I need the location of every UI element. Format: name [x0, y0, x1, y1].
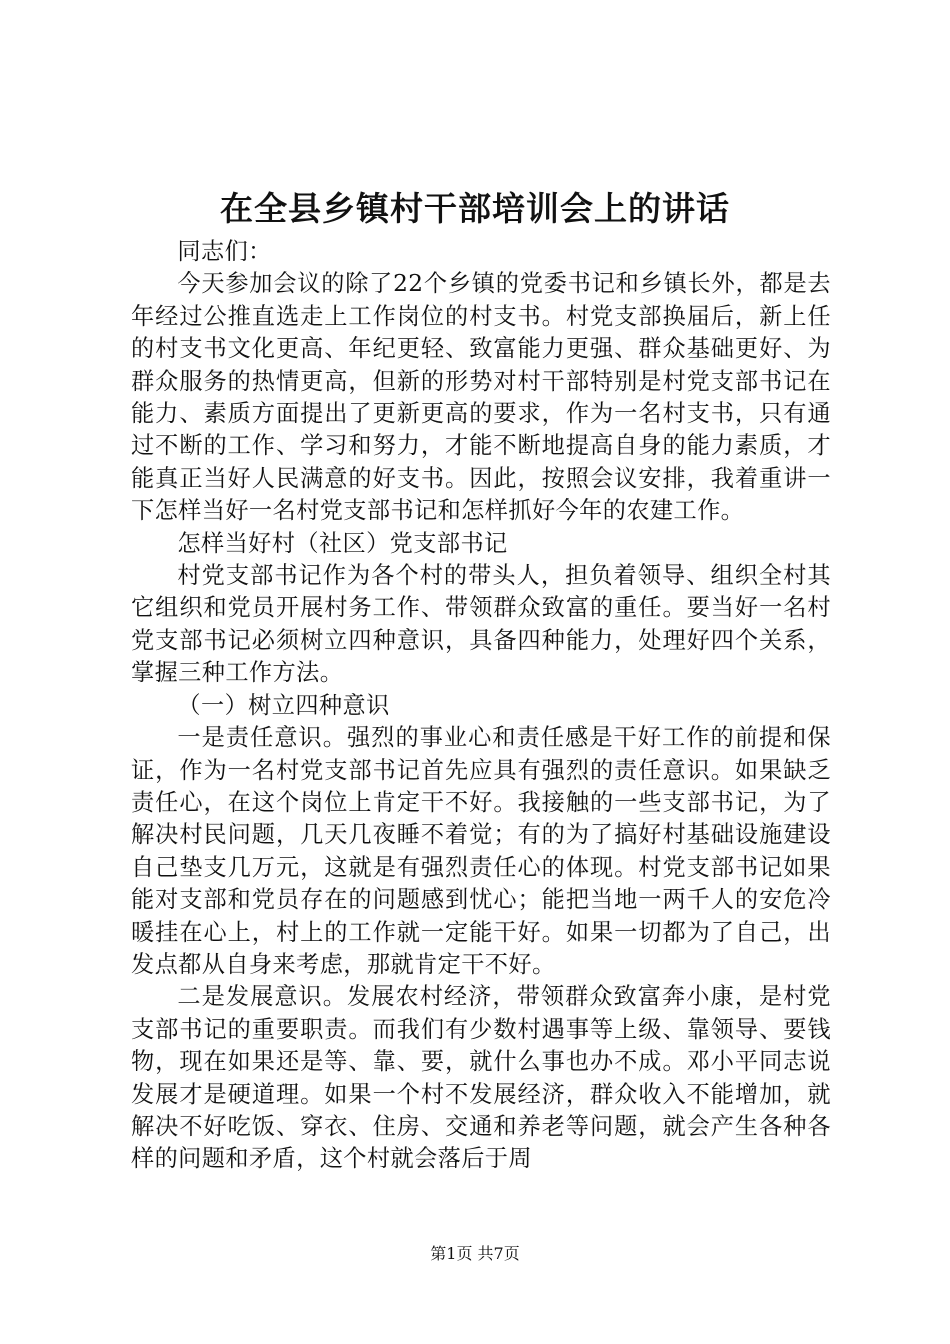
paragraph-development: 二是发展意识。发展农村经济，带领群众致富奔小康，是村党支部书记的重要职责。而我们有少数村遇事等上级、靠领导、要钱物，现在如果还是等、靠、要，就什么事也办不成。邓小平同志说发展才是硬道理。如果一个村不发展经济，群众收入不能增加，就解决不好吃饭、穿衣、住房、交通和养老等问题，就会产生各种各样的问题和矛盾，这个村就会落后于周: [131, 983, 831, 1173]
subsection-heading: （一）树立四种意识: [177, 691, 390, 719]
section-heading: 怎样当好村（社区）党支部书记: [177, 529, 508, 557]
paragraph-intro: 今天参加会议的除了22个乡镇的党委书记和乡镇长外，都是去年经过公推直选走上工作岗位的村支书。村党支部换届后，新上任的村支书文化更高、年纪更轻、致富能力更强、群众基础更好、为群众服务的热情更高，但新的形势对村干部特别是村党支部书记在能力、素质方面提出了更新更高的要求，作为一名村支书，只有通过不断的工作、学习和努力，才能不断地提高自身的能力素质，才能真正当好人民满意的好支书。因此，按照会议安排，我着重讲一下怎样当好一名村党支部书记和怎样抓好今年的农建工作。: [131, 270, 831, 525]
document-title: 在全县乡镇村干部培训会上的讲话: [220, 189, 730, 228]
paragraph-section-intro: 村党支部书记作为各个村的带头人，担负着领导、组织全村其它组织和党员开展村务工作、带领群众致富的重任。要当好一名村党支部书记必须树立四种意识，具备四种能力，处理好四个关系，掌握三种工作方法。: [131, 562, 831, 687]
paragraph-responsibility: 一是责任意识。强烈的事业心和责任感是干好工作的前提和保证，作为一名村党支部书记首先应具有强烈的责任意识。如果缺乏责任心，在这个岗位上肯定干不好。我接触的一些支部书记，为了解决村民问题，几天几夜睡不着觉；有的为了搞好村基础设施建设自己垫支几万元，这就是有强烈责任心的体现。村党支部书记如果能对支部和党员存在的问题感到忧心；能把当地一两千人的安危冷暖挂在心上，村上的工作就一定能干好。如果一切都为了自己，出发点都从自身来考虑，那就肯定干不好。: [131, 724, 831, 978]
page-footer: 第1页 共7页: [430, 1244, 520, 1263]
paragraph-salutation: 同志们：: [177, 238, 272, 265]
document-body: [131, 236, 831, 1176]
